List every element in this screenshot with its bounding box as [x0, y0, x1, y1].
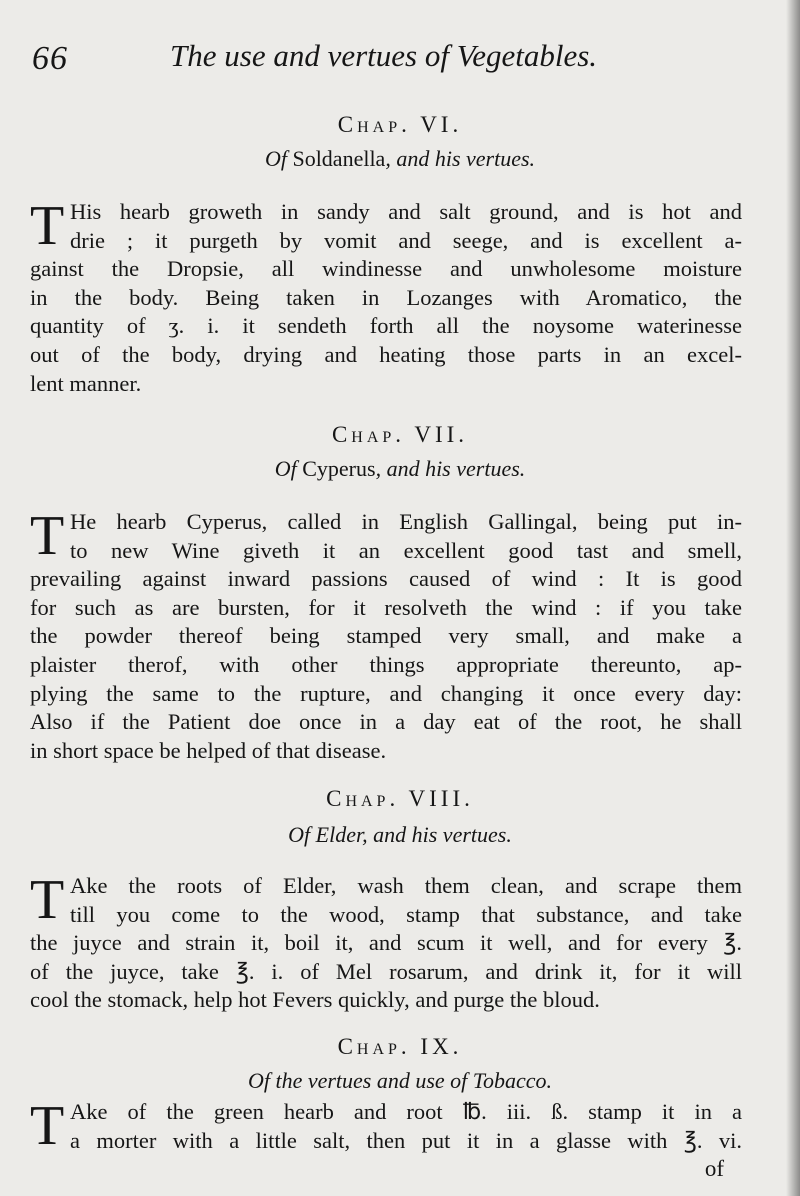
text-line: prevailing against inward passions caused of wind : It is good [30, 566, 742, 592]
text-line: plaister therof, with other things appropriate thereunto, ap- [30, 651, 742, 677]
chapter-subtitle: Of Cyperus, and his vertues. [274, 456, 526, 481]
text-line: cool the stomack, help hot Fevers quickly, and purge the bloud. [30, 987, 600, 1013]
chapter-heading: Chap. VII. [331, 422, 469, 447]
text-line: Ake of the green hearb and root ℔. iii. ß. stamp it in a [70, 1099, 742, 1124]
chapter-paragraph [30, 869, 742, 1015]
text-line: a morter with a little salt, then put it in a glasse with ℥. vi. [70, 1127, 742, 1153]
chapter-subtitle: Of Elder, and his vertues. [288, 822, 512, 847]
text-line: to new Wine giveth it an excellent good tast and smell, [70, 537, 742, 563]
chapter-heading: Chap. VI. [337, 112, 463, 137]
text-line: out of the body, drying and heating those parts in an excel- [30, 341, 742, 367]
chapter-paragraph [30, 505, 742, 765]
drop-cap: T [30, 505, 65, 567]
text-line: drie ; it purgeth by vomit and seege, and is excellent a- [70, 227, 742, 253]
text-line: the powder thereof being stamped very small, and make a [30, 623, 742, 649]
drop-cap: T [30, 1095, 65, 1157]
chapter-subtitle: Of the vertues and use of Tobacco. [247, 1068, 553, 1093]
text-line: Also if the Patient doe once in a day eat of the root, he shall [30, 709, 742, 735]
page-edge-shadow [786, 0, 800, 1196]
catchword: of [704, 1156, 724, 1181]
chapter-paragraph [30, 195, 742, 398]
page-number: 66 [32, 40, 68, 77]
text-line: quantity of ʒ. i. it sendeth forth all the noysome waterinesse [30, 313, 742, 339]
chapter-heading: Chap. VIII. [326, 786, 474, 811]
text-line: in short space be helped of that disease. [30, 737, 387, 763]
running-title: The use and vertues of Vegetables. [170, 38, 598, 73]
text-line: plying the same to the rupture, and changing it once every day: [30, 680, 742, 706]
drop-cap: T [30, 869, 65, 931]
chapter-paragraph [30, 1095, 742, 1157]
chapter-subtitle: Of Soldanella, and his vertues. [264, 146, 536, 171]
text-line: His hearb groweth in sandy and salt ground, and is hot and [70, 199, 742, 224]
drop-cap: T [30, 195, 65, 257]
text-line: in the body. Being taken in Lozanges with Aromatico, the [30, 284, 742, 310]
text-line: lent manner. [30, 370, 142, 396]
text-line: gainst the Dropsie, all windinesse and unwholesome moisture [30, 256, 742, 282]
text-line: He hearb Cyperus, called in English Gallingal, being put in- [70, 509, 742, 534]
text-line: the juyce and strain it, boil it, and scum it well, and for every ℥. [30, 930, 742, 956]
running-head [32, 36, 732, 86]
text-line: till you come to the wood, stamp that substance, and take [70, 901, 742, 927]
text-line: Ake the roots of Elder, wash them clean, and scrape them [70, 873, 742, 898]
text-line: of the juyce, take ℥. i. of Mel rosarum, and drink it, for it will [30, 958, 742, 984]
text-line: for such as are bursten, for it resolveth the wind : if you take [30, 594, 742, 620]
chapter-heading: Chap. IX. [337, 1034, 463, 1059]
